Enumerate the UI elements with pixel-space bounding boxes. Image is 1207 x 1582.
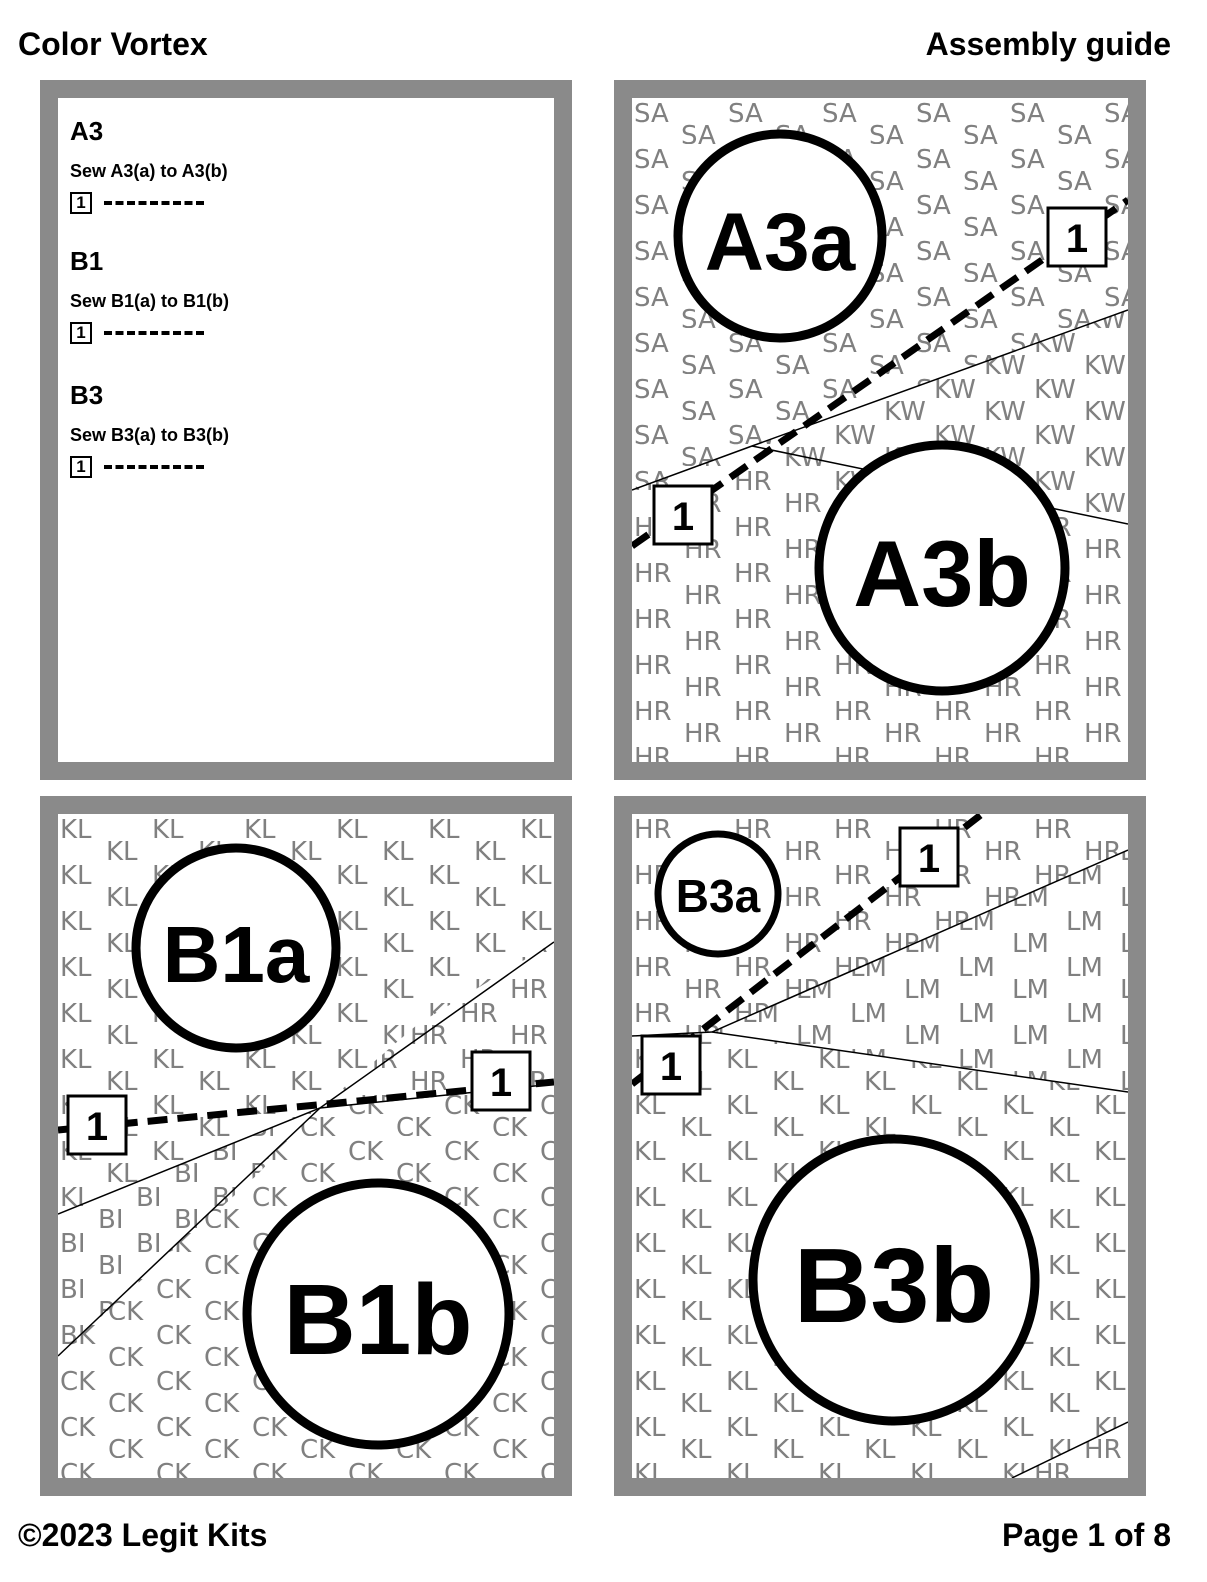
diagram-b3-art bbox=[632, 814, 1128, 1478]
seam-number-box: 1 bbox=[70, 322, 92, 344]
diagram-a3-art bbox=[632, 98, 1128, 762]
seam-number: 1 bbox=[659, 1045, 683, 1089]
instruction-code: A3 bbox=[70, 116, 104, 146]
instruction-text: Sew A3(a) to A3(b) bbox=[70, 161, 228, 181]
seam-number-box: 1 bbox=[70, 456, 92, 478]
page-number: Page 1 of 8 bbox=[1002, 1517, 1171, 1553]
piece-label-b1a: B1a bbox=[162, 910, 310, 999]
instruction-b3 bbox=[70, 382, 229, 478]
instruction-code: B1 bbox=[70, 246, 104, 276]
piece-label-b3b: B3b bbox=[793, 1227, 995, 1345]
seam-line-icon bbox=[104, 201, 204, 205]
instructions-list bbox=[58, 98, 554, 762]
instruction-text: Sew B3(a) to B3(b) bbox=[70, 425, 230, 445]
seam-line-icon bbox=[104, 331, 204, 335]
seam-number: 1 bbox=[917, 837, 941, 881]
seam-number: 1 bbox=[1065, 217, 1089, 261]
seam-number: 1 bbox=[489, 1061, 513, 1105]
diagram-b3 bbox=[614, 796, 1146, 1496]
instruction-text: Sew B1(a) to B1(b) bbox=[70, 291, 230, 311]
piece-label-a3a: A3a bbox=[704, 197, 856, 288]
guide-subtitle: Assembly guide bbox=[925, 26, 1171, 62]
diagram-b1 bbox=[40, 796, 572, 1496]
instruction-b1 bbox=[70, 248, 229, 344]
piece-label-a3b: A3b bbox=[853, 521, 1031, 626]
diagram-a3 bbox=[614, 80, 1146, 780]
seam-number-box: 1 bbox=[70, 192, 92, 214]
seam-number: 1 bbox=[85, 1105, 109, 1149]
guide-title: Color Vortex bbox=[18, 26, 208, 62]
seam-line-icon bbox=[104, 465, 204, 469]
diagram-b1-art bbox=[58, 814, 554, 1478]
instruction-code: B3 bbox=[70, 380, 104, 410]
instruction-a3 bbox=[70, 118, 228, 214]
seam-number: 1 bbox=[671, 495, 695, 539]
piece-label-b3a: B3a bbox=[675, 870, 761, 922]
piece-label-b1b: B1b bbox=[283, 1264, 473, 1376]
copyright: ©2023 Legit Kits bbox=[18, 1517, 268, 1553]
instructions-panel bbox=[40, 80, 572, 780]
